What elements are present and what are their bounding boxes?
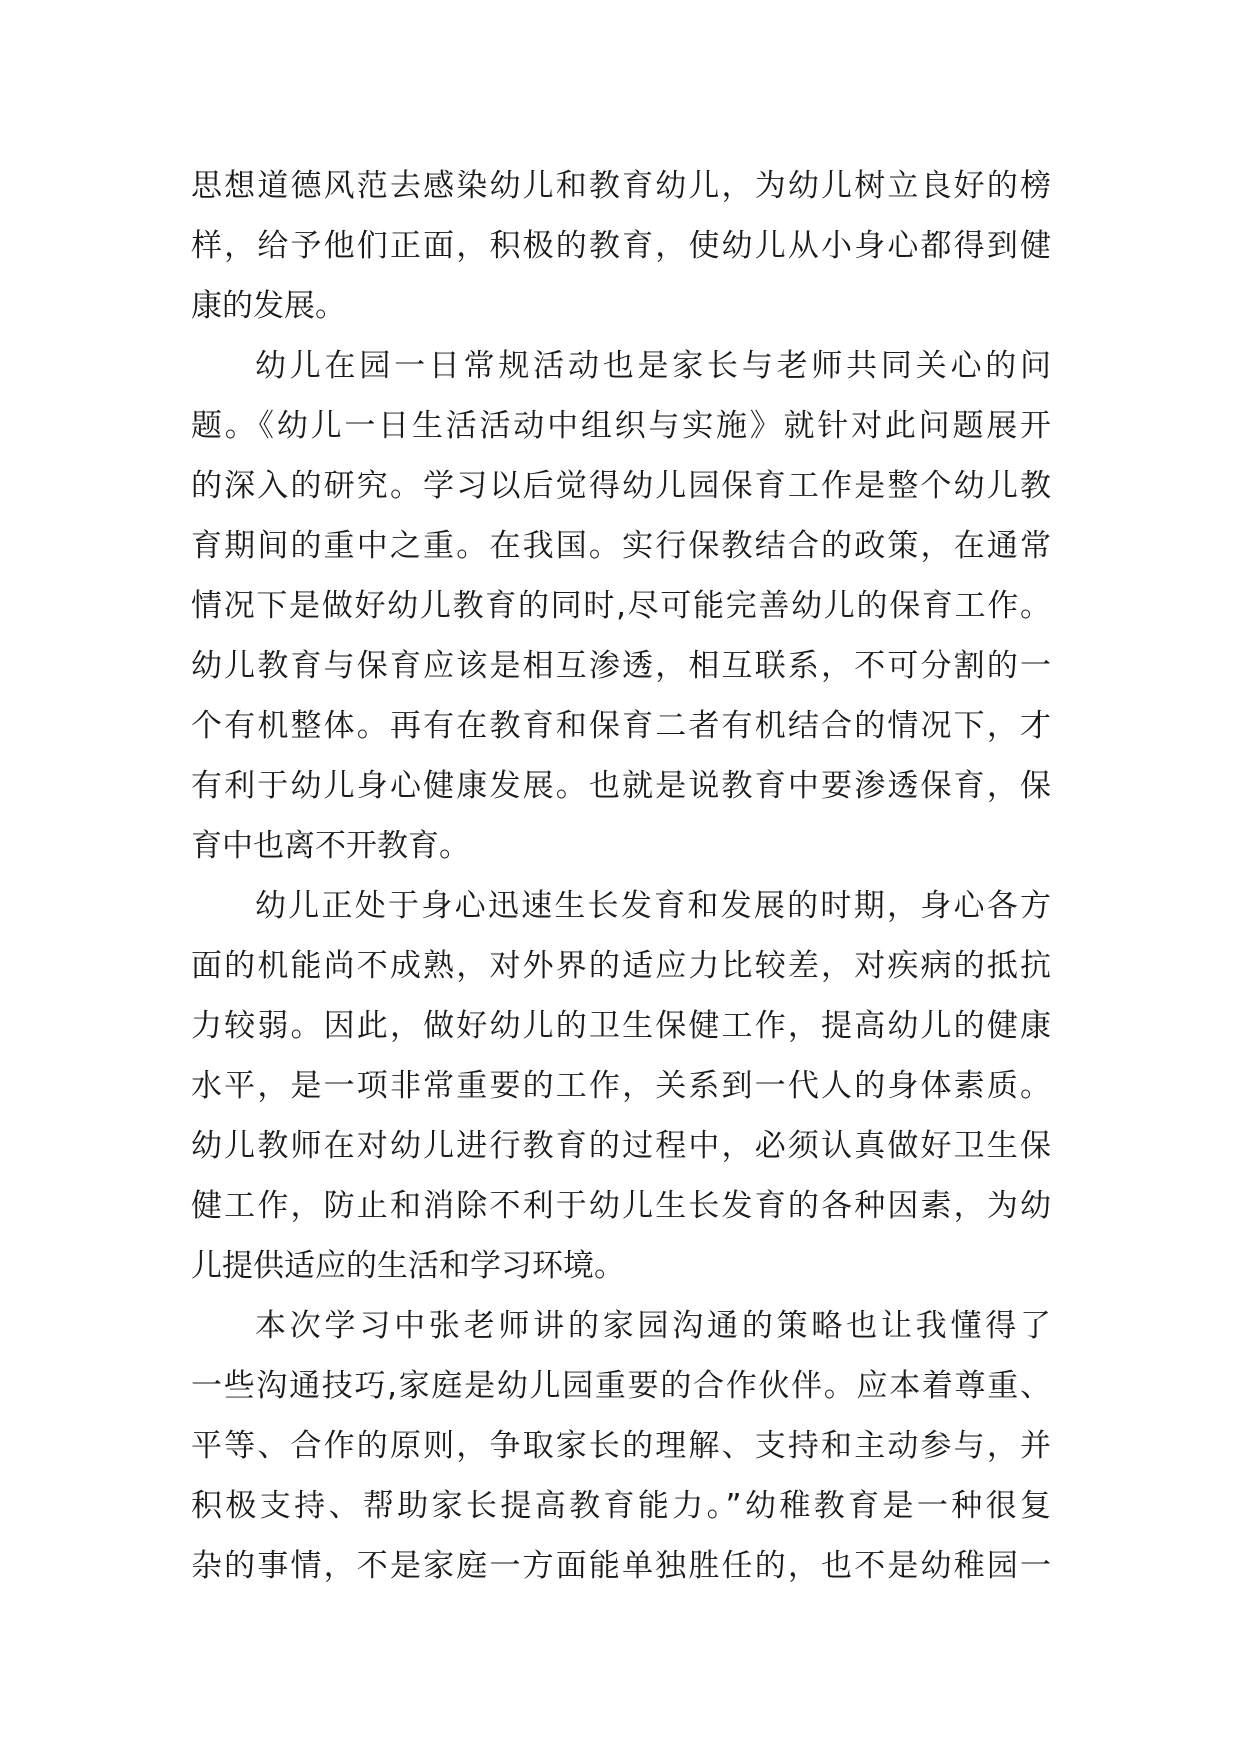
- text-line: 康的发展。: [191, 288, 346, 324]
- paragraph-2: [191, 336, 1051, 876]
- paragraph-3: [191, 876, 1051, 1296]
- text-line: 平等、合作的原则，争取家长的理解、支持和主动参与，并: [191, 1428, 1051, 1464]
- text-line: 育中也离不开教育。: [191, 828, 470, 864]
- text-line: 本次学习中张老师讲的家园沟通的策略也让我懂得了: [255, 1308, 1051, 1344]
- text-line: 思想道德风范去感染幼儿和教育幼儿，为幼儿树立良好的榜: [191, 168, 1051, 204]
- text-line: 幼儿教育与保育应该是相互渗透，相互联系，不可分割的一: [191, 648, 1051, 684]
- text-line: 的深入的研究。学习以后觉得幼儿园保育工作是整个幼儿教: [191, 468, 1051, 504]
- text-line: 育期间的重中之重。在我国。实行保教结合的政策，在通常: [191, 528, 1051, 564]
- paragraph-1: [191, 156, 1051, 336]
- text-line: 水平，是一项非常重要的工作，关系到一代人的身体素质。: [191, 1068, 1051, 1104]
- text-line: 个有机整体。再有在教育和保育二者有机结合的情况下，才: [191, 708, 1051, 744]
- text-line: 幼儿教师在对幼儿进行教育的过程中，必须认真做好卫生保: [191, 1128, 1051, 1164]
- text-line: 幼儿正处于身心迅速生长发育和发展的时期，身心各方: [255, 888, 1051, 924]
- text-line: 幼儿在园一日常规活动也是家长与老师共同关心的问: [255, 348, 1051, 384]
- paragraph-4: [191, 1296, 1051, 1596]
- text-line: 杂的事情，不是家庭一方面能单独胜任的，也不是幼稚园一: [191, 1548, 1051, 1584]
- text-line: 样，给予他们正面，积极的教育，使幼儿从小身心都得到健: [191, 228, 1051, 264]
- text-line: 面的机能尚不成熟，对外界的适应力比较差，对疾病的抵抗: [191, 948, 1051, 984]
- text-line: 儿提供适应的生活和学习环境。: [191, 1248, 625, 1284]
- text-line: 一些沟通技巧,家庭是幼儿园重要的合作伙伴。应本着尊重、: [191, 1368, 1051, 1404]
- text-line: 情况下是做好幼儿教育的同时,尽可能完善幼儿的保育工作。: [191, 588, 1051, 624]
- text-line: 有利于幼儿身心健康发展。也就是说教育中要渗透保育，保: [191, 768, 1051, 804]
- text-line: 健工作，防止和消除不利于幼儿生长发育的各种因素，为幼: [191, 1188, 1051, 1224]
- text-line: 力较弱。因此，做好幼儿的卫生保健工作，提高幼儿的健康: [191, 1008, 1051, 1044]
- document-body: [191, 156, 1051, 1596]
- text-line: 积极支持、帮助家长提高教育能力。”幼稚教育是一种很复: [191, 1488, 1051, 1524]
- text-line: 题。《幼儿一日生活活动中组织与实施》就针对此问题展开: [191, 408, 1051, 444]
